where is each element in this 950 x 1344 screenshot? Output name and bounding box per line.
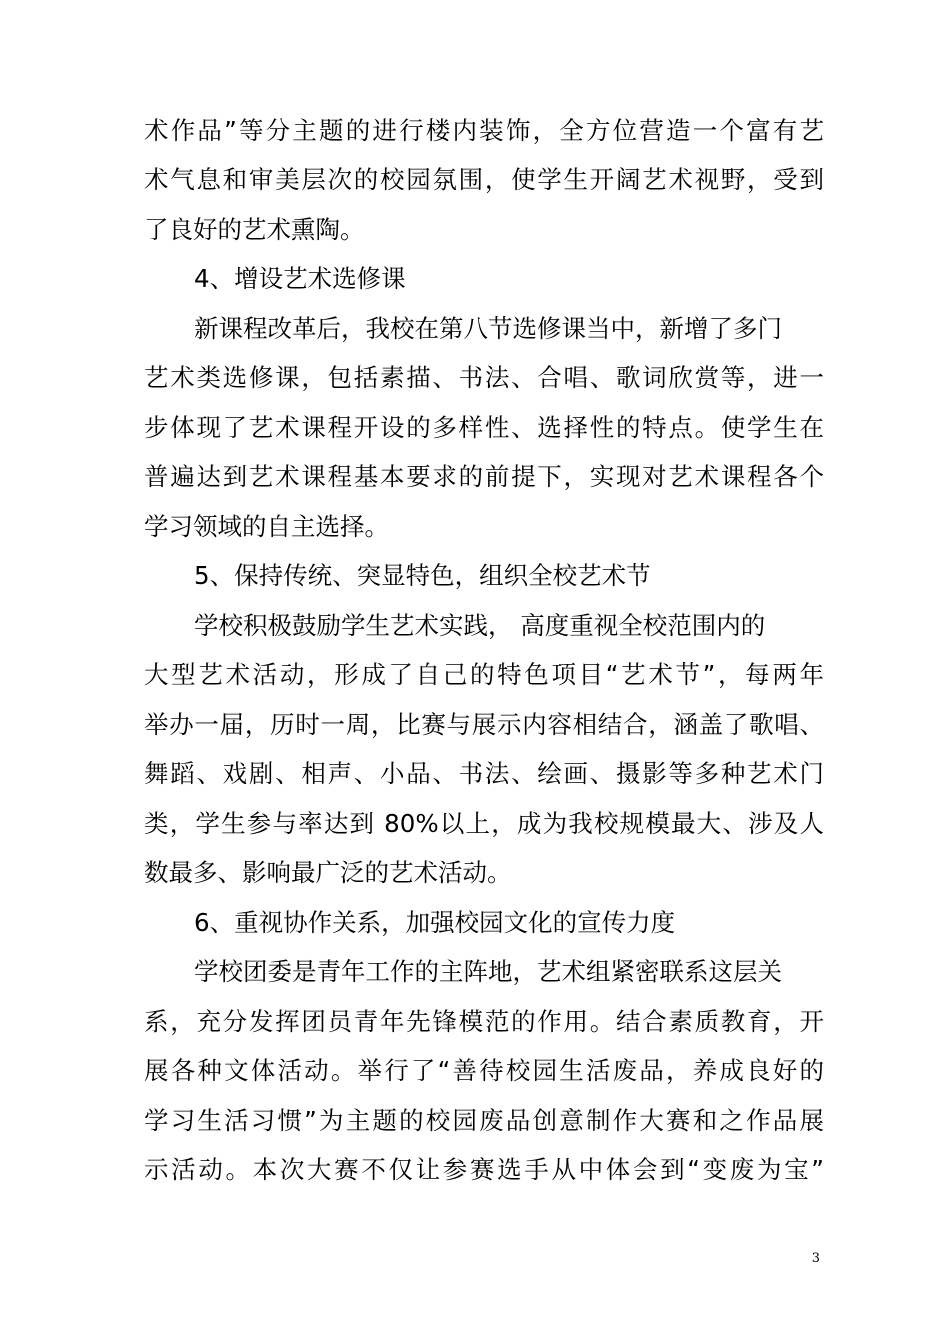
paragraph-line: 普遍达到艺术课程基本要求的前提下，实现对艺术课程各个: [144, 462, 824, 491]
section-heading: 6、重视协作关系，加强校园文化的宣传力度: [194, 908, 676, 937]
paragraph-line: 舞蹈、戏剧、相声、小品、书法、绘画、摄影等多种艺术门: [144, 759, 824, 788]
paragraph-line: 学习领域的自主选择。: [144, 512, 389, 541]
paragraph-line: 术气息和审美层次的校园氛围，使学生开阔艺术视野，受到: [144, 165, 824, 194]
paragraph-line: 学习生活习惯”为主题的校园废品创意制作大赛和之作品展: [144, 1106, 824, 1135]
paragraph-line: 数最多、影响最广泛的艺术活动。: [144, 858, 512, 887]
paragraph-line: 示活动。本次大赛不仅让参赛选手从中体会到“变废为宝”: [144, 1155, 824, 1184]
paragraph-line: 学校积极鼓励学生艺术实践， 高度重视全校范围内的: [194, 611, 766, 640]
paragraph-line: 学校团委是青年工作的主阵地，艺术组紧密联系这层关: [194, 957, 782, 986]
paragraph-line: 艺术类选修课，包括素描、书法、合唱、歌词欣赏等，进一: [144, 363, 824, 392]
paragraph-line: 举办一届，历时一周，比赛与展示内容相结合，涵盖了歌唱、: [144, 710, 824, 739]
paragraph-line: 了良好的艺术熏陶。: [144, 215, 365, 244]
paragraph-line: 新课程改革后，我校在第八节选修课当中，新增了多门: [194, 314, 782, 343]
section-heading: 5、保持传统、突显特色，组织全校艺术节: [194, 561, 651, 590]
page-number: 3: [811, 1251, 820, 1266]
paragraph-line: 大型艺术活动，形成了自己的特色项目“艺术节”，每两年: [144, 660, 824, 689]
paragraph-line: 展各种文体活动。举行了“善待校园生活废品，养成良好的: [144, 1056, 824, 1085]
paragraph-line: 步体现了艺术课程开设的多样性、选择性的特点。使学生在: [144, 413, 824, 442]
paragraph-line: 类，学生参与率达到 80%以上，成为我校规模最大、涉及人: [144, 809, 824, 838]
paragraph-line: 术作品”等分主题的进行楼内装饰，全方位营造一个富有艺: [144, 116, 824, 145]
section-heading: 4、增设艺术选修课: [194, 264, 406, 293]
paragraph-line: 系，充分发挥团员青年先锋模范的作用。结合素质教育，开: [144, 1007, 824, 1036]
